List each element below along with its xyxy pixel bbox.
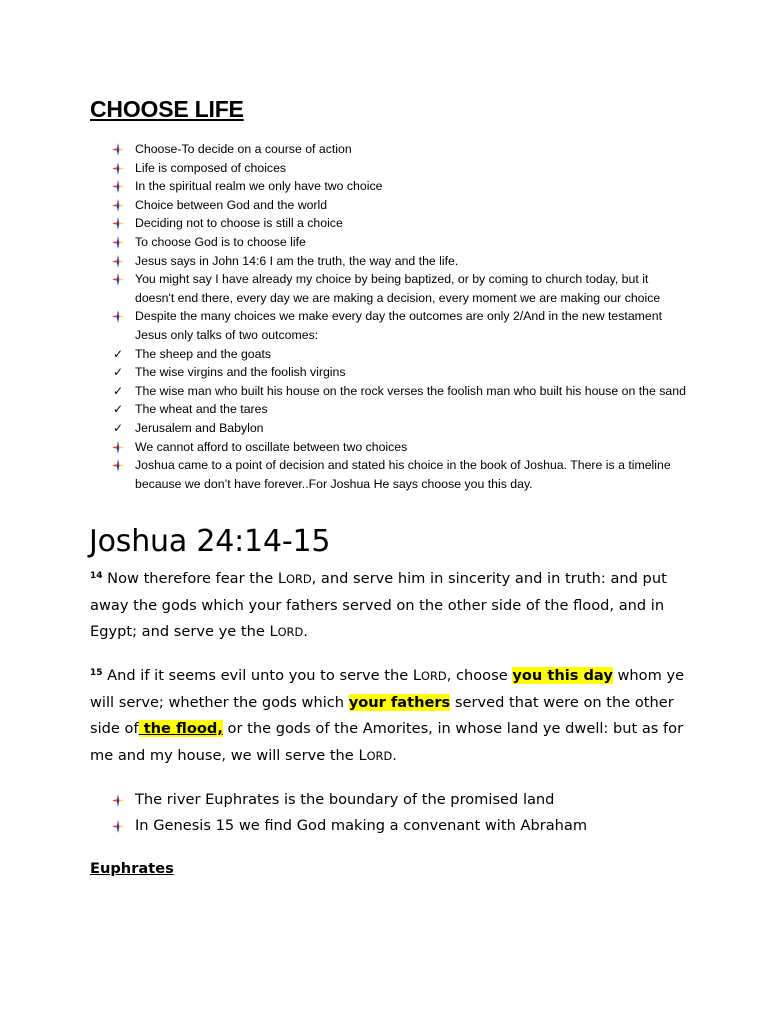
lord-smallcaps: LORD bbox=[269, 623, 304, 640]
checklist-item: ✓ Jerusalem and Babylon bbox=[113, 420, 264, 435]
compass-star-icon bbox=[112, 180, 124, 193]
page-title: CHOOSE LIFE bbox=[90, 96, 244, 122]
compass-star-icon bbox=[112, 255, 124, 268]
list-item: Life is composed of choices bbox=[112, 159, 687, 178]
scripture-heading: Joshua 24:14-15 bbox=[89, 524, 331, 559]
verse-number: 14 bbox=[90, 571, 103, 581]
compass-star-icon bbox=[112, 217, 124, 230]
list-item: Choice between God and the world bbox=[112, 196, 687, 215]
verse-text: , and serve him in sincerity and in truth: and put away the gods which your fathers served on the other side of the flood, and in Egypt; and serve ye the bbox=[90, 570, 667, 640]
compass-star-icon bbox=[112, 143, 124, 156]
compass-star-icon bbox=[112, 459, 124, 472]
checklist-item: ✓ The wheat and the tares bbox=[113, 402, 268, 417]
compass-star-icon bbox=[112, 794, 124, 807]
checklist-item: ✓ The sheep and the goats bbox=[113, 346, 272, 361]
verse-number: 15 bbox=[90, 668, 103, 678]
compass-star-icon bbox=[112, 273, 124, 286]
verse-14: $^{14}$ Now therefore fear the LORD, and serve him in sincerity and in truth: and put away the gods which your fathers served on the other side of the flood, and in Egypt; and serve ye the LORD. bbox=[90, 570, 667, 640]
list-item: Despite the many choices we make every day the outcomes are only 2/And in the new testament Jesus only talks of two outcomes: bbox=[112, 307, 687, 344]
list-item: To choose God is to choose life bbox=[112, 233, 687, 252]
list-item: You might say I have already my choice by being baptized, or by coming to church today, but it doesn't end there, every day we are making a decision, every moment we are making our choice bbox=[112, 270, 687, 307]
list-item: Jesus says in John 14:6 I am the truth, the way and the life. bbox=[112, 252, 687, 271]
verse-15: $^{15}$ And if it seems evil unto you to serve the LORD, choose you this day whom ye will serve; whether the gods which your fathers served that were on the other side of the flood, or the gods of the Amorites, in whose land ye dwell: but as for me and my house, we will serve the LORD. bbox=[90, 667, 685, 764]
choices-list bbox=[112, 140, 687, 493]
checkmark-icon: ✓ bbox=[113, 402, 124, 417]
highlight-the-flood: the flood, bbox=[138, 720, 223, 737]
compass-star-icon bbox=[112, 820, 124, 833]
compass-star-icon bbox=[112, 236, 124, 249]
list-item: In the spiritual realm we only have two choice bbox=[112, 177, 687, 196]
list-item: We cannot afford to oscillate between two choices bbox=[112, 438, 687, 457]
checkmark-icon: ✓ bbox=[113, 346, 124, 361]
compass-star-icon bbox=[112, 441, 124, 454]
list-item: Deciding not to choose is still a choice bbox=[112, 214, 687, 233]
checkmark-icon: ✓ bbox=[113, 420, 124, 435]
list-item: In Genesis 15 we find God making a convenant with Abraham bbox=[112, 813, 687, 839]
lord-smallcaps: LORD bbox=[358, 746, 393, 764]
lord-smallcaps: LORD bbox=[412, 667, 447, 684]
checkmark-icon: ✓ bbox=[113, 365, 124, 380]
verse-text: Now therefore fear the bbox=[102, 570, 278, 587]
lord-smallcaps: LORD bbox=[277, 570, 312, 587]
checklist-item: ✓ The wise virgins and the foolish virgins bbox=[113, 365, 346, 380]
notes-list bbox=[112, 787, 687, 839]
compass-star-icon bbox=[112, 199, 124, 212]
section-heading-euphrates: Euphrates bbox=[90, 860, 174, 877]
verse-text: And if it seems evil unto you to serve the bbox=[102, 667, 413, 684]
checklist-item: ✓ The wise man who built his house on the rock verses the foolish man who built his house on the sand bbox=[113, 383, 686, 398]
highlight-you-this-day: you this day bbox=[512, 667, 613, 684]
list-item: The river Euphrates is the boundary of the promised land bbox=[112, 787, 687, 813]
list-item: Choose-To decide on a course of action bbox=[112, 140, 687, 159]
list-item: Joshua came to a point of decision and stated his choice in the book of Joshua. There is a timeline because we don’t have forever..For Joshua He says choose you this day. bbox=[112, 456, 687, 493]
checkmark-icon: ✓ bbox=[113, 383, 124, 398]
compass-star-icon bbox=[112, 310, 124, 323]
compass-star-icon bbox=[112, 162, 124, 175]
highlight-your-fathers: your fathers bbox=[348, 693, 451, 711]
